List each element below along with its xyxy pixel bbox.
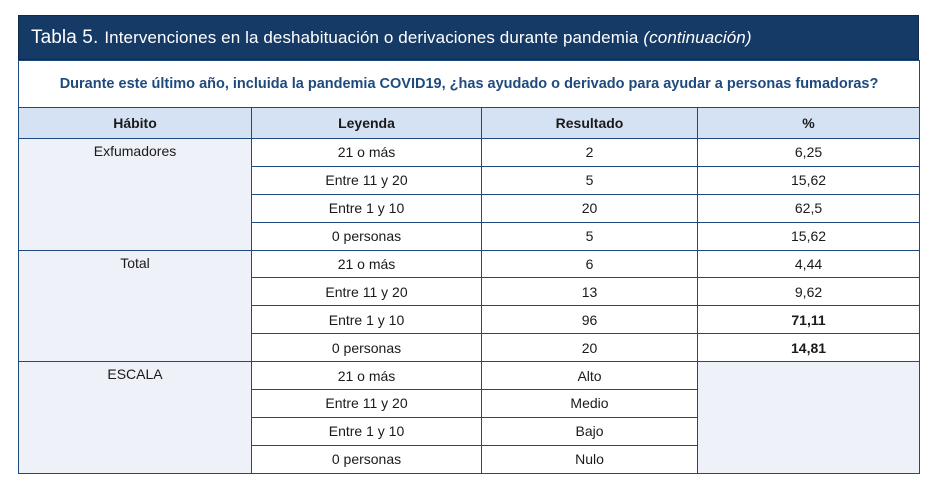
header-pct: % [698, 108, 920, 139]
header-row [19, 108, 920, 139]
header-habito: Hábito [19, 108, 252, 139]
cell-resultado: 6 [482, 250, 698, 278]
cell-pct: 14,81 [698, 334, 920, 362]
cell-leyenda: 21 o más [252, 139, 482, 167]
table-title: Intervenciones en la deshabituación o derivaciones durante pandemia [104, 27, 639, 47]
table-number: Tabla 5. [31, 26, 99, 48]
cell-resultado: 5 [482, 222, 698, 250]
cell-leyenda: 0 personas [252, 222, 482, 250]
group-habito: Total [19, 250, 252, 362]
cell-resultado: 20 [482, 334, 698, 362]
cell-leyenda: Entre 11 y 20 [252, 166, 482, 194]
cell-leyenda: Entre 11 y 20 [252, 390, 482, 418]
question-row [19, 61, 920, 108]
cell-resultado: 5 [482, 166, 698, 194]
cell-leyenda: Entre 11 y 20 [252, 278, 482, 306]
cell-leyenda: Entre 1 y 10 [252, 417, 482, 445]
table-row [19, 362, 920, 390]
cell-resultado: Bajo [482, 417, 698, 445]
cell-resultado: 20 [482, 194, 698, 222]
table-5-container [18, 15, 919, 474]
cell-resultado: 2 [482, 139, 698, 167]
data-table [18, 60, 920, 474]
cell-resultado: 13 [482, 278, 698, 306]
cell-leyenda: 0 personas [252, 445, 482, 473]
cell-leyenda: 0 personas [252, 334, 482, 362]
cell-pct: 15,62 [698, 222, 920, 250]
cell-resultado: Medio [482, 390, 698, 418]
group-habito: Exfumadores [19, 139, 252, 251]
question-text: Durante este último año, incluida la pandemia COVID19, ¿has ayudado o derivado para ayudar a personas fumadoras? [19, 61, 920, 108]
cell-pct: 62,5 [698, 194, 920, 222]
table-row [19, 250, 920, 278]
cell-pct: 6,25 [698, 139, 920, 167]
cell-leyenda: Entre 1 y 10 [252, 306, 482, 334]
cell-resultado: Nulo [482, 445, 698, 473]
header-leyenda: Leyenda [252, 108, 482, 139]
cell-resultado: Alto [482, 362, 698, 390]
cell-resultado: 96 [482, 306, 698, 334]
table-row [19, 139, 920, 167]
cell-pct: 4,44 [698, 250, 920, 278]
group-habito: ESCALA [19, 362, 252, 474]
table-title-bar [18, 15, 919, 60]
table-continuation: (continuación) [643, 27, 752, 47]
cell-pct: 9,62 [698, 278, 920, 306]
cell-pct: 15,62 [698, 166, 920, 194]
cell-leyenda: Entre 1 y 10 [252, 194, 482, 222]
cell-pct-blank [698, 362, 920, 474]
cell-leyenda: 21 o más [252, 250, 482, 278]
cell-pct: 71,11 [698, 306, 920, 334]
header-resultado: Resultado [482, 108, 698, 139]
cell-leyenda: 21 o más [252, 362, 482, 390]
